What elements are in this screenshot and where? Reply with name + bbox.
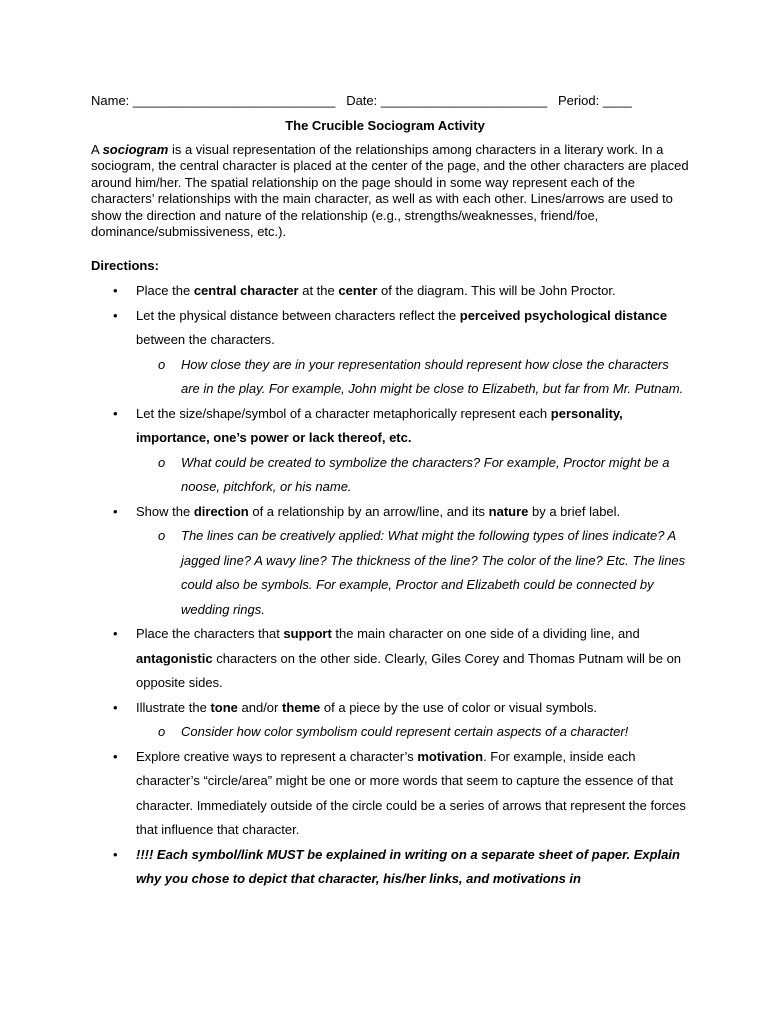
date-field[interactable]: Date: _______________________ <box>346 93 548 108</box>
item-bold: antagonistic <box>136 650 213 666</box>
bullet-icon: • <box>113 626 118 641</box>
intro-paragraph <box>91 142 691 240</box>
sub-item-text: The lines can be creatively applied: What might the following types of lines indicate? A jagged line? A wavy line? The thickness of the line? The color of the line? Etc. The lines could also be symbols. For example, Proctor and Elizabeth could be connected by wedding rings. <box>181 528 686 617</box>
item-text: Place the <box>136 283 194 298</box>
bullet-icon: • <box>113 283 118 298</box>
list-item <box>91 304 691 353</box>
intro-term: sociogram <box>102 142 169 157</box>
directions-list <box>91 279 691 892</box>
circle-bullet-icon: o <box>158 454 166 470</box>
sub-list-item <box>91 353 691 402</box>
item-bold: motivation <box>417 748 484 764</box>
item-text: Explore creative ways to represent a character’s <box>136 748 418 764</box>
item-text: and/or <box>237 699 282 715</box>
list-item <box>91 402 691 451</box>
item-bold: support <box>283 626 332 641</box>
item-bold: center <box>338 283 378 298</box>
item-text: !!!! Each symbol/link MUST be explained in writing on a separate sheet of paper. Explain why you chose to depict that character, his/her links, and motivations in <box>136 846 680 886</box>
item-bold: central character <box>193 283 299 298</box>
item-text: of a relationship by an arrow/line, and its <box>248 503 489 519</box>
list-item <box>91 843 691 892</box>
item-text: of a piece by the use of color or visual symbols. <box>320 699 598 715</box>
item-text: of the diagram. This will be John Proctor. <box>377 283 616 298</box>
period-field[interactable]: Period: ____ <box>558 93 632 108</box>
sub-item-text: What could be created to symbolize the characters? For example, Proctor might be a noose, pitchfork, or his name. <box>181 454 670 494</box>
circle-bullet-icon: o <box>158 724 166 739</box>
bullet-icon: • <box>113 748 118 764</box>
item-text: Let the physical distance between characters reflect the <box>136 307 460 323</box>
item-bold: personality, importance, one’s power or lack thereof, etc. <box>136 405 623 445</box>
item-text: at the <box>298 283 339 298</box>
list-item <box>91 696 691 721</box>
list-item <box>91 500 691 525</box>
bullet-icon: • <box>113 846 118 862</box>
sub-list-item <box>91 720 691 745</box>
item-bold: tone <box>210 699 238 715</box>
item-text: by a brief label. <box>528 503 621 519</box>
bullet-icon: • <box>113 503 118 519</box>
sub-item-text: How close they are in your representation should represent how close the characters are in the play. For example, John might be close to Elizabeth, but far from Mr. Putnam. <box>181 356 684 396</box>
sub-list-item <box>91 451 691 500</box>
intro-text-1: A <box>91 142 103 157</box>
intro-text-2: is a visual representation of the relationships among characters in a literary work. In a sociogram, the central character is placed at the center of the page, and the other characters are placed around him/her. The spatial relationship on the page should in some way represent each of the characters’ relationships with the main character, as well as with each other. Lines/arrows are used to show the direction and nature of the relationship (e.g., strengths/weaknesses, friend/foe, dominance/submissiveness, etc.). <box>91 142 689 240</box>
circle-bullet-icon: o <box>158 356 166 372</box>
circle-bullet-icon: o <box>158 528 166 543</box>
bullet-icon: • <box>113 699 118 715</box>
list-item <box>91 279 691 304</box>
list-item <box>91 745 691 843</box>
directions-heading: Directions: <box>91 258 159 273</box>
name-field[interactable]: Name: ____________________________ <box>91 93 336 108</box>
page-title: The Crucible Sociogram Activity <box>285 118 485 133</box>
item-bold: theme <box>281 699 321 715</box>
item-text: Let the size/shape/symbol of a character metaphorically represent each <box>136 405 551 421</box>
item-text: Place the characters that <box>136 626 284 641</box>
item-text: between the characters. <box>136 332 275 347</box>
item-text: . For example, inside each character’s “circle/area” might be one or more words that seem to capture the essence of that character. Immediately outside of the circle could be a series of arrows that represent the forces that influence that character. <box>136 748 686 837</box>
list-item <box>91 622 691 696</box>
item-text: Illustrate the <box>136 699 211 715</box>
bullet-icon: • <box>113 307 118 323</box>
bullet-icon: • <box>113 405 118 421</box>
item-bold: direction <box>193 503 249 519</box>
item-text: characters on the other side. Clearly, Giles Corey and Thomas Putnam will be on opposite sides. <box>136 650 682 690</box>
item-bold: nature <box>488 503 529 519</box>
item-bold: perceived psychological distance <box>459 307 668 323</box>
sub-item-text: Consider how color symbolism could represent certain aspects of a character! <box>181 724 629 739</box>
item-text: the main character on one side of a dividing line, and <box>331 626 640 641</box>
item-text: Show the <box>136 503 194 519</box>
header-fields <box>91 93 691 109</box>
sub-list-item <box>91 524 691 622</box>
